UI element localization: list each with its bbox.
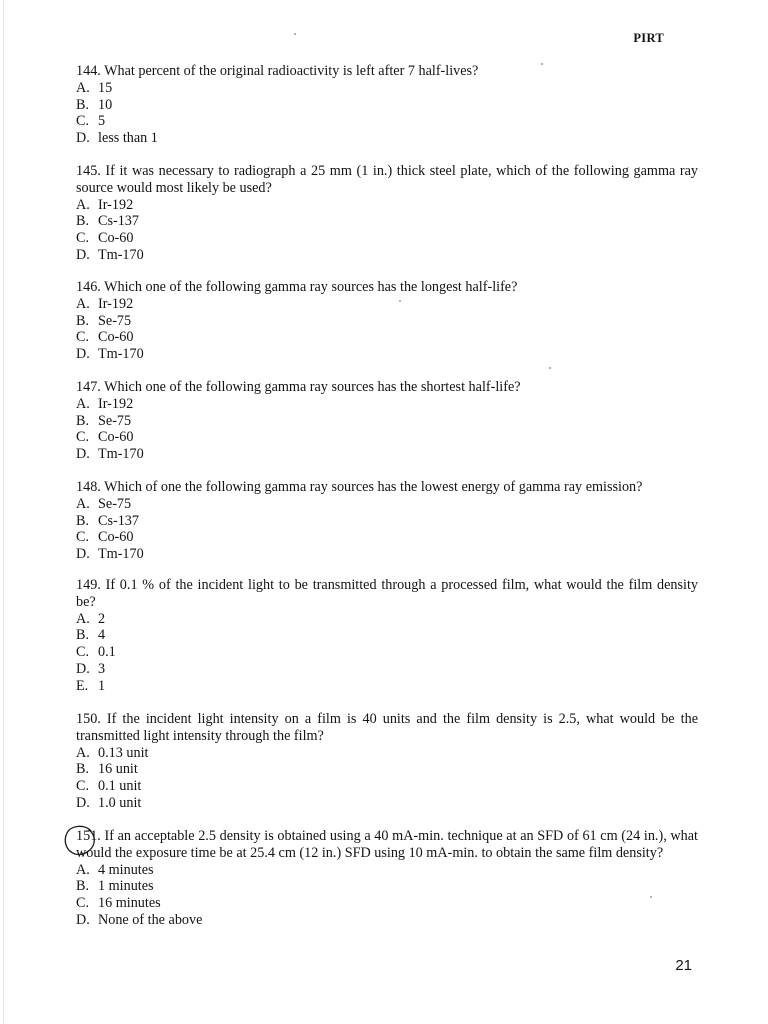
question-145 (76, 163, 698, 264)
option-letter: A. (76, 79, 90, 96)
answer-option (76, 627, 698, 644)
options-list (76, 496, 698, 563)
answer-option (76, 97, 698, 114)
answer-option (76, 213, 698, 230)
question-text: 147. Which one of the following gamma ray sources has the shortest half-life? (76, 379, 521, 395)
answer-option (76, 644, 698, 661)
answer-option (76, 546, 698, 563)
option-letter: D. (76, 911, 90, 928)
answer-option (76, 496, 698, 513)
answer-option (76, 778, 698, 795)
scan-speck (294, 33, 296, 35)
question-146 (76, 279, 698, 363)
answer-option (76, 313, 698, 330)
option-letter: C. (76, 113, 90, 130)
option-letter: D. (76, 446, 90, 463)
option-text: 16 minutes (98, 895, 161, 912)
answer-option (76, 513, 698, 530)
question-151 (76, 828, 698, 929)
option-text: 5 (98, 113, 106, 130)
option-letter: D. (76, 346, 90, 363)
option-text: Se-75 (98, 312, 132, 329)
options-list (76, 296, 698, 363)
option-text: Se-75 (98, 495, 132, 512)
option-text: 1 minutes (98, 878, 154, 895)
question-text: 144. What percent of the original radioactivity is left after 7 half-lives? (76, 63, 479, 79)
scan-speck (541, 63, 543, 65)
option-text: Cs-137 (98, 213, 139, 230)
answer-option (76, 745, 698, 762)
answer-option (76, 247, 698, 264)
options-list (76, 197, 698, 264)
option-letter: D. (76, 130, 90, 147)
answer-option (76, 895, 698, 912)
option-letter: D. (76, 660, 90, 677)
option-text: 0.1 (98, 644, 116, 661)
option-text: Co-60 (98, 529, 134, 546)
question-text: 149. If 0.1 % of the incident light to be transmitted through a processed film, what would the film density be? (76, 577, 698, 610)
option-text: None of the above (98, 911, 203, 928)
question-150 (76, 711, 698, 812)
answer-option (76, 197, 698, 214)
question-149 (76, 577, 698, 695)
answer-option (76, 296, 698, 313)
option-letter: C. (76, 529, 90, 546)
option-text: 2 (98, 610, 106, 627)
option-text: 1 (98, 677, 106, 694)
scan-edge-line (3, 0, 4, 1024)
answer-option (76, 878, 698, 895)
answer-option (76, 529, 698, 546)
question-148 (76, 479, 698, 563)
option-letter: A. (76, 861, 90, 878)
option-text: Ir-192 (98, 395, 134, 412)
answer-option (76, 346, 698, 363)
options-list (76, 396, 698, 463)
question-text: 150. If the incident light intensity on a film is 40 units and the film density is 2.5, what would be the transmitted light intensity through the film? (76, 711, 698, 744)
option-text: Tm-170 (98, 246, 144, 263)
answer-option (76, 113, 698, 130)
answer-option (76, 661, 698, 678)
options-list (76, 745, 698, 812)
option-text: Tm-170 (98, 346, 144, 363)
answer-option (76, 413, 698, 430)
answer-option (76, 862, 698, 879)
answer-option (76, 912, 698, 929)
options-list (76, 611, 698, 695)
option-letter: A. (76, 196, 90, 213)
option-letter: D. (76, 246, 90, 263)
scan-speck (650, 896, 652, 898)
answer-option (76, 429, 698, 446)
question-147 (76, 379, 698, 463)
option-letter: B. (76, 627, 90, 644)
option-text: Co-60 (98, 329, 134, 346)
option-text: Ir-192 (98, 196, 134, 213)
option-letter: C. (76, 329, 90, 346)
option-letter: E. (76, 677, 89, 694)
question-text: 146. Which one of the following gamma ray sources has the longest half-life? (76, 279, 518, 295)
option-text: Co-60 (98, 429, 134, 446)
option-letter: B. (76, 412, 90, 429)
options-list (76, 80, 698, 147)
option-text: Ir-192 (98, 295, 134, 312)
option-letter: A. (76, 295, 90, 312)
option-text: Tm-170 (98, 546, 144, 563)
option-letter: A. (76, 395, 90, 412)
question-text: 145. If it was necessary to radiograph a 25 mm (1 in.) thick steel plate, which of the following gamma ray source would most likely be used? (76, 163, 698, 196)
question-144 (76, 63, 698, 147)
scan-speck (549, 367, 551, 369)
answer-option (76, 130, 698, 147)
option-text: 3 (98, 660, 106, 677)
answer-option (76, 80, 698, 97)
option-text: 0.13 unit (98, 744, 149, 761)
page-header: PIRT (633, 31, 664, 45)
question-text: 151. If an acceptable 2.5 density is obtained using a 40 mA-min. technique at an SFD of 61 cm (24 in.), what would the exposure time be at 25.4 cm (12 in.) SFD using 10 mA-min. to obtain the same film density? (76, 828, 698, 861)
option-letter: C. (76, 230, 90, 247)
option-text: 10 (98, 96, 113, 113)
option-letter: C. (76, 644, 90, 661)
option-letter: B. (76, 761, 90, 778)
option-text: Tm-170 (98, 446, 144, 463)
scan-speck (399, 300, 401, 302)
page-number: 21 (675, 957, 692, 974)
answer-option (76, 678, 698, 695)
option-letter: A. (76, 744, 90, 761)
answer-option (76, 230, 698, 247)
question-text: 148. Which of one the following gamma ray sources has the lowest energy of gamma ray emission? (76, 479, 643, 495)
option-text: 16 unit (98, 761, 138, 778)
option-letter: B. (76, 878, 90, 895)
option-letter: C. (76, 778, 90, 795)
option-letter: B. (76, 512, 90, 529)
answer-option (76, 761, 698, 778)
option-letter: A. (76, 495, 90, 512)
option-text: Co-60 (98, 230, 134, 247)
answer-option (76, 611, 698, 628)
options-list (76, 862, 698, 929)
answer-option (76, 396, 698, 413)
option-letter: C. (76, 429, 90, 446)
option-letter: D. (76, 546, 90, 563)
answer-option (76, 446, 698, 463)
answer-option (76, 329, 698, 346)
option-text: less than 1 (98, 130, 158, 147)
option-letter: A. (76, 610, 90, 627)
option-text: Se-75 (98, 412, 132, 429)
answer-option (76, 795, 698, 812)
option-letter: B. (76, 96, 90, 113)
option-text: 1.0 unit (98, 794, 142, 811)
option-text: Cs-137 (98, 512, 139, 529)
option-text: 0.1 unit (98, 778, 142, 795)
option-text: 15 (98, 79, 113, 96)
option-letter: D. (76, 794, 90, 811)
option-text: 4 minutes (98, 861, 154, 878)
option-letter: B. (76, 312, 90, 329)
option-letter: B. (76, 213, 90, 230)
option-text: 4 (98, 627, 106, 644)
option-letter: C. (76, 895, 90, 912)
